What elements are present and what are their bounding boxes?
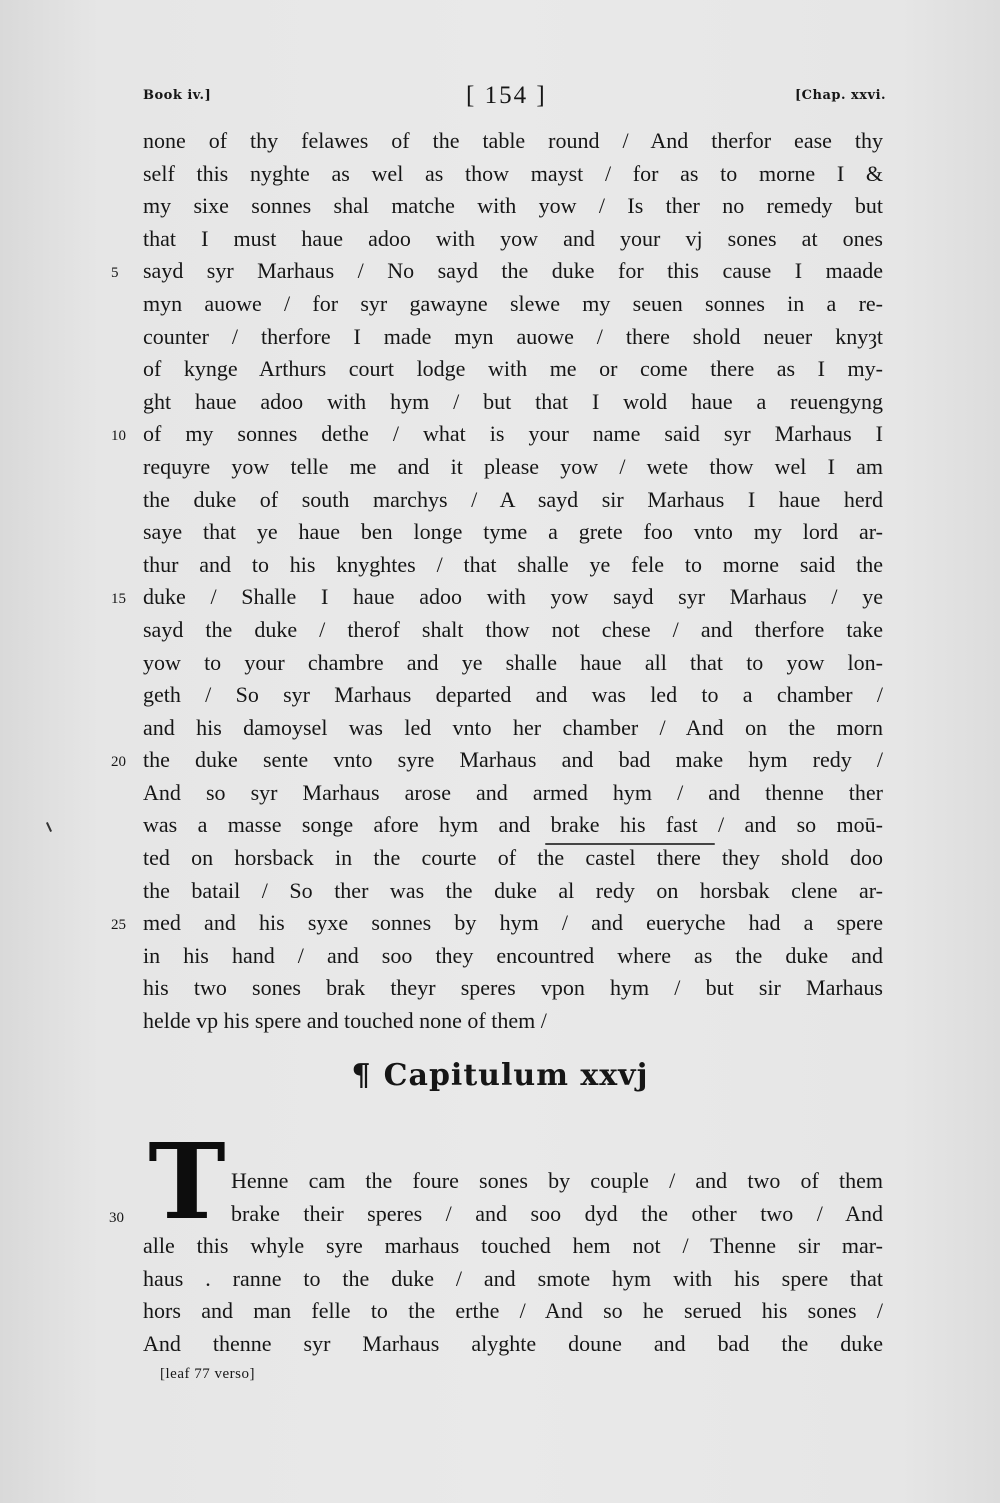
line-text: duke / Shalle I haue adoo with yow sayd syr Marhaus / ye [143,584,883,610]
text-line [143,549,883,582]
text-line [143,1005,883,1038]
text-line [143,353,883,386]
drop-cap-initial: T [148,1120,226,1243]
line-text: brake their speres / and soo dyd the other two / And [231,1200,883,1226]
line-text: med and his syxe sonnes by hym / and eueryche had a spere [143,910,883,936]
text-line [143,288,883,321]
text-line [143,516,883,549]
text-line [143,842,883,875]
line-number: 5 [111,265,119,282]
line-text: sayd syr Marhaus / No sayd the duke for this cause I maade [143,258,883,284]
running-head-book: Book iv.] [143,88,212,103]
line-text: of kynge Arthurs court lodge with me or come there as I my- [143,356,883,382]
page-number: [ 154 ] [466,82,547,109]
line-text: alle this whyle syre marhaus touched hem not / Thenne sir mar- [143,1233,883,1259]
text-line [111,907,883,940]
text-line [111,581,883,614]
line-text: helde vp his spere and touched none of them / [143,1008,547,1034]
line-number: 25 [111,917,126,934]
text-line [143,158,883,191]
line-text: his two sones brak theyr speres vpon hym / but sir Marhaus [143,975,883,1001]
text-line [111,418,883,451]
text-line [143,614,883,647]
text-line [143,679,883,712]
line-text: And so syr Marhaus arose and armed hym / and thenne ther [143,779,883,805]
line-text: in his hand / and soo they encountred where as the duke and [143,942,883,968]
line-text: that I must haue adoo with yow and your vj sones at ones [143,225,883,251]
text-line [111,744,883,777]
line-text: the duke of south marchys / A sayd sir Marhaus I haue herd [143,486,883,512]
text-line [143,484,883,517]
stray-ink-mark [46,822,52,832]
text-line [143,321,883,354]
text-line [143,647,883,680]
line-text: haus . ranne to the duke / and smote hym with his spere that [143,1265,883,1291]
line-text: sayd the duke / therof shalt thow not chese / and therfore take [143,616,883,642]
line-text: self this nyghte as wel as thow mayst / for as to morne I & [143,160,883,186]
pilcrow-icon: ¶ [351,1058,372,1093]
line-text: hors and man felle to the erthe / And so he serued his sones / [143,1298,883,1324]
text-line [143,809,883,842]
line-text: and his damoysel was led vnto her chamber / And on the morn [143,714,883,740]
running-head [0,82,1000,112]
line-text: myn auowe / for syr gawayne slewe my seuen sonnes in a re- [143,290,883,316]
chapter-heading [0,1058,1000,1093]
text-line [143,1263,883,1296]
text-line [143,875,883,908]
line-text: was a masse songe afore hym and brake his fast / and so moū- [143,812,883,838]
line-text: the batail / So ther was the duke al redy on horsbak clene ar- [143,877,883,903]
chapter-title: Capitulum xxvj [383,1058,649,1093]
line-text: saye that ye haue ben longe tyme a grete foo vnto my lord ar- [143,519,883,545]
text-line [143,386,883,419]
line-text: of my sonnes dethe / what is your name said syr Marhaus I [143,421,883,447]
text-line [111,255,883,288]
line-text: Henne cam the foure sones by couple / and two of them [231,1168,883,1193]
text-line [143,190,883,223]
text-line [143,451,883,484]
text-line [143,940,883,973]
line-text: yow to your chambre and ye shalle haue all that to yow lon- [143,649,883,675]
line-number: 10 [111,428,126,445]
line-text: requyre yow telle me and it please yow / wete thow wel I am [143,453,883,479]
line-text: my sixe sonnes shal matche with yow / Is ther no remedy but [143,193,883,219]
chapter-text-block [143,1165,883,1361]
line-number: 20 [111,754,126,771]
line-text: geth / So syr Marhaus departed and was led to a chamber / [143,682,883,708]
text-line [143,972,883,1005]
line-text: ght haue adoo with hym / but that I wold haue a reuengyng [143,388,883,414]
text-line [143,223,883,256]
main-text-block [111,125,883,1038]
text-line [143,1295,883,1328]
text-line [231,1165,883,1198]
line-text: none of thy felawes of the table round / And therfor ease thy [143,128,883,153]
text-line [143,1230,883,1263]
line-number: 15 [111,591,126,608]
text-line [143,777,883,810]
running-head-chapter: [Chap. xxvi. [795,88,887,103]
line-number: 30 [109,1210,124,1226]
text-line [143,125,883,158]
text-line [143,1328,883,1361]
text-line [231,1198,883,1231]
line-text: And thenne syr Marhaus alyghte doune and bad the duke [143,1330,883,1356]
leaf-reference-note: [leaf 77 verso] [160,1366,255,1382]
line-text: ted on horsback in the courte of the castel there they shold doo [143,845,883,871]
line-text: thur and to his knyghtes / that shalle ye fele to morne said the [143,551,883,577]
text-line [143,712,883,745]
pencil-underline [545,843,715,845]
line-text: counter / therfore I made myn auowe / there shold neuer knyȝt [143,323,883,349]
line-text: the duke sente vnto syre Marhaus and bad make hym redy / [143,747,883,773]
